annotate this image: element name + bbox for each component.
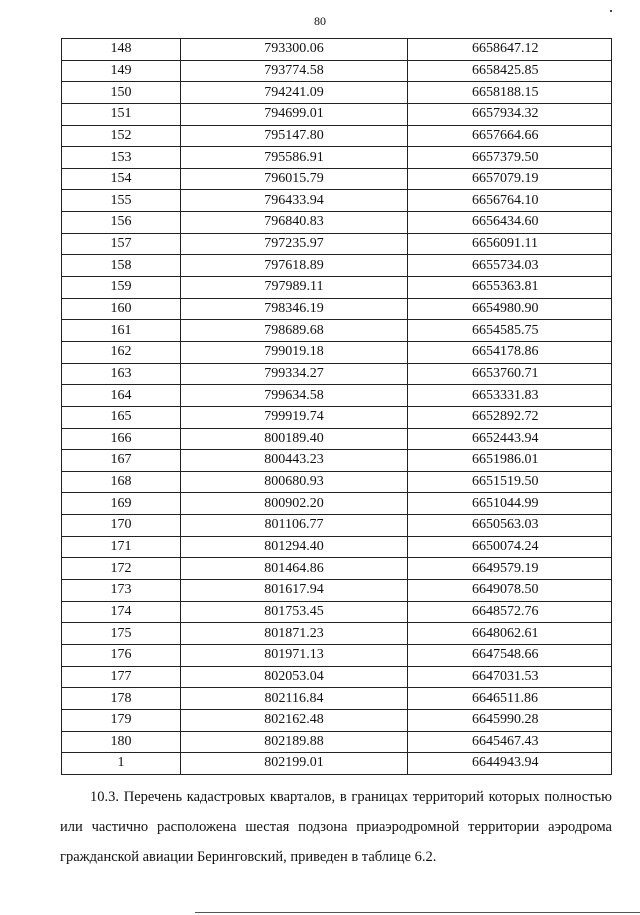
table-row: [62, 385, 612, 407]
table-row: [62, 709, 612, 731]
table-row: [62, 644, 612, 666]
y-coordinate-cell: 6657664.66: [408, 125, 612, 147]
table-row: [62, 255, 612, 277]
y-coordinate-cell: 6652892.72: [408, 406, 612, 428]
table-row: [62, 601, 612, 623]
x-coordinate-cell: 800680.93: [181, 471, 408, 493]
x-coordinate-cell: 800443.23: [181, 450, 408, 472]
x-coordinate-cell: 796015.79: [181, 168, 408, 190]
y-coordinate-cell: 6644943.94: [408, 753, 612, 775]
table-row: [62, 82, 612, 104]
point-number-cell: 156: [62, 212, 181, 234]
y-coordinate-cell: 6651044.99: [408, 493, 612, 515]
bottom-rule: [195, 912, 640, 913]
table-row: [62, 515, 612, 537]
table-row: [62, 39, 612, 61]
x-coordinate-cell: 799634.58: [181, 385, 408, 407]
y-coordinate-cell: 6647031.53: [408, 666, 612, 688]
x-coordinate-cell: 802116.84: [181, 688, 408, 710]
y-coordinate-cell: 6657934.32: [408, 103, 612, 125]
table-row: [62, 103, 612, 125]
table-row: [62, 493, 612, 515]
table-row: [62, 558, 612, 580]
y-coordinate-cell: 6657379.50: [408, 147, 612, 169]
x-coordinate-cell: 799334.27: [181, 363, 408, 385]
table-row: [62, 580, 612, 602]
y-coordinate-cell: 6646511.86: [408, 688, 612, 710]
y-coordinate-cell: 6651986.01: [408, 450, 612, 472]
table-row: [62, 147, 612, 169]
point-number-cell: 167: [62, 450, 181, 472]
x-coordinate-cell: 802162.48: [181, 709, 408, 731]
x-coordinate-cell: 797618.89: [181, 255, 408, 277]
point-number-cell: 151: [62, 103, 181, 125]
point-number-cell: 161: [62, 320, 181, 342]
table-row: [62, 298, 612, 320]
paragraph-text: [60, 782, 612, 872]
table-row: [62, 190, 612, 212]
point-number-cell: 180: [62, 731, 181, 753]
table-row: [62, 688, 612, 710]
table-row: [62, 666, 612, 688]
point-number-cell: 175: [62, 623, 181, 645]
table-row: [62, 320, 612, 342]
point-number-cell: 152: [62, 125, 181, 147]
y-coordinate-cell: 6654178.86: [408, 341, 612, 363]
point-number-cell: 173: [62, 580, 181, 602]
table-row: [62, 341, 612, 363]
table-row: [62, 536, 612, 558]
x-coordinate-cell: 801294.40: [181, 536, 408, 558]
table-row: [62, 731, 612, 753]
x-coordinate-cell: 793300.06: [181, 39, 408, 61]
y-coordinate-cell: 6653760.71: [408, 363, 612, 385]
y-coordinate-cell: 6653331.83: [408, 385, 612, 407]
x-coordinate-cell: 800902.20: [181, 493, 408, 515]
point-number-cell: 148: [62, 39, 181, 61]
table-row: [62, 277, 612, 299]
x-coordinate-cell: 802199.01: [181, 753, 408, 775]
x-coordinate-cell: 800189.40: [181, 428, 408, 450]
x-coordinate-cell: 802189.88: [181, 731, 408, 753]
paragraph-body: 10.3. Перечень кадастровых кварталов, в границах территорий которых полностью или частично расположена шестая подзона приаэродромной территории аэродрома гражданской авиации Беринговский, приведен в таблице 6.2.: [60, 789, 612, 865]
x-coordinate-cell: 801617.94: [181, 580, 408, 602]
point-number-cell: 163: [62, 363, 181, 385]
page-number: 80: [314, 14, 326, 28]
table-row: [62, 212, 612, 234]
point-number-cell: 155: [62, 190, 181, 212]
x-coordinate-cell: 801106.77: [181, 515, 408, 537]
point-number-cell: 154: [62, 168, 181, 190]
table-row: [62, 753, 612, 775]
point-number-cell: 150: [62, 82, 181, 104]
table-row: [62, 168, 612, 190]
scan-speck: [610, 10, 612, 12]
x-coordinate-cell: 796840.83: [181, 212, 408, 234]
y-coordinate-cell: 6655363.81: [408, 277, 612, 299]
coordinates-table-body: [62, 39, 612, 775]
y-coordinate-cell: 6656434.60: [408, 212, 612, 234]
x-coordinate-cell: 796433.94: [181, 190, 408, 212]
y-coordinate-cell: 6650074.24: [408, 536, 612, 558]
point-number-cell: 149: [62, 60, 181, 82]
y-coordinate-cell: 6650563.03: [408, 515, 612, 537]
table-row: [62, 60, 612, 82]
point-number-cell: 159: [62, 277, 181, 299]
coordinates-table: [61, 38, 612, 775]
y-coordinate-cell: 6657079.19: [408, 168, 612, 190]
point-number-cell: 162: [62, 341, 181, 363]
point-number-cell: 160: [62, 298, 181, 320]
table-row: [62, 623, 612, 645]
y-coordinate-cell: 6652443.94: [408, 428, 612, 450]
x-coordinate-cell: 801753.45: [181, 601, 408, 623]
y-coordinate-cell: 6658647.12: [408, 39, 612, 61]
point-number-cell: 170: [62, 515, 181, 537]
point-number-cell: 168: [62, 471, 181, 493]
y-coordinate-cell: 6656764.10: [408, 190, 612, 212]
point-number-cell: 165: [62, 406, 181, 428]
x-coordinate-cell: 798346.19: [181, 298, 408, 320]
x-coordinate-cell: 802053.04: [181, 666, 408, 688]
x-coordinate-cell: 799919.74: [181, 406, 408, 428]
x-coordinate-cell: 801464.86: [181, 558, 408, 580]
y-coordinate-cell: 6649078.50: [408, 580, 612, 602]
x-coordinate-cell: 798689.68: [181, 320, 408, 342]
x-coordinate-cell: 799019.18: [181, 341, 408, 363]
point-number-cell: 178: [62, 688, 181, 710]
table-row: [62, 471, 612, 493]
x-coordinate-cell: 801871.23: [181, 623, 408, 645]
table-row: [62, 450, 612, 472]
point-number-cell: 157: [62, 233, 181, 255]
point-number-cell: 158: [62, 255, 181, 277]
x-coordinate-cell: 794699.01: [181, 103, 408, 125]
x-coordinate-cell: 795586.91: [181, 147, 408, 169]
point-number-cell: 172: [62, 558, 181, 580]
y-coordinate-cell: 6649579.19: [408, 558, 612, 580]
x-coordinate-cell: 793774.58: [181, 60, 408, 82]
x-coordinate-cell: 797989.11: [181, 277, 408, 299]
table-row: [62, 406, 612, 428]
point-number-cell: 171: [62, 536, 181, 558]
section-paragraph: [60, 782, 612, 872]
x-coordinate-cell: 795147.80: [181, 125, 408, 147]
point-number-cell: 174: [62, 601, 181, 623]
point-number-cell: 1: [62, 753, 181, 775]
point-number-cell: 177: [62, 666, 181, 688]
y-coordinate-cell: 6647548.66: [408, 644, 612, 666]
y-coordinate-cell: 6648062.61: [408, 623, 612, 645]
y-coordinate-cell: 6658425.85: [408, 60, 612, 82]
table-row: [62, 363, 612, 385]
point-number-cell: 166: [62, 428, 181, 450]
x-coordinate-cell: 801971.13: [181, 644, 408, 666]
y-coordinate-cell: 6656091.11: [408, 233, 612, 255]
table-row: [62, 428, 612, 450]
y-coordinate-cell: 6658188.15: [408, 82, 612, 104]
x-coordinate-cell: 797235.97: [181, 233, 408, 255]
y-coordinate-cell: 6645467.43: [408, 731, 612, 753]
y-coordinate-cell: 6651519.50: [408, 471, 612, 493]
y-coordinate-cell: 6654585.75: [408, 320, 612, 342]
y-coordinate-cell: 6645990.28: [408, 709, 612, 731]
point-number-cell: 179: [62, 709, 181, 731]
table-row: [62, 233, 612, 255]
y-coordinate-cell: 6648572.76: [408, 601, 612, 623]
table-row: [62, 125, 612, 147]
point-number-cell: 169: [62, 493, 181, 515]
y-coordinate-cell: 6655734.03: [408, 255, 612, 277]
y-coordinate-cell: 6654980.90: [408, 298, 612, 320]
x-coordinate-cell: 794241.09: [181, 82, 408, 104]
point-number-cell: 176: [62, 644, 181, 666]
point-number-cell: 153: [62, 147, 181, 169]
point-number-cell: 164: [62, 385, 181, 407]
